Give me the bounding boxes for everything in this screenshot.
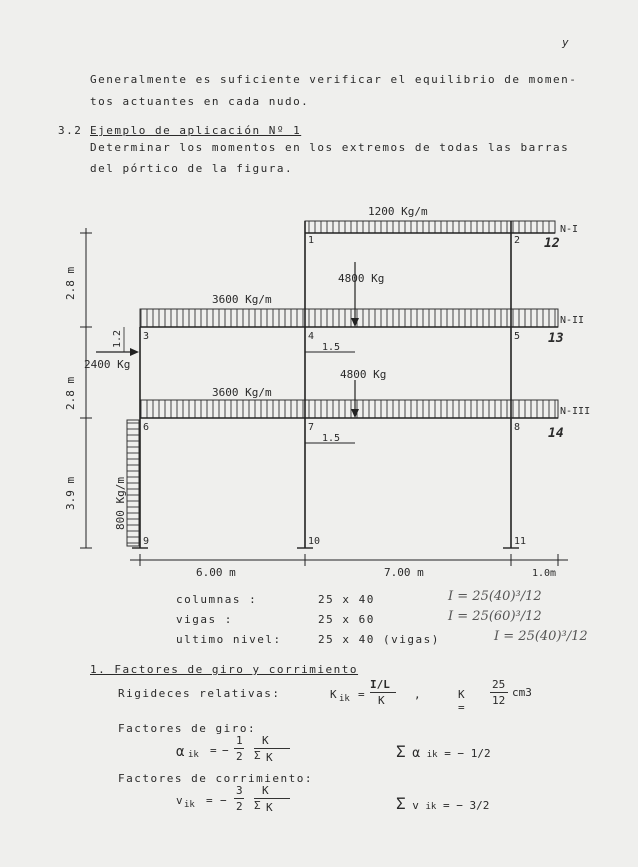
giro-sum: Σ α ik = − 1/2 <box>396 742 491 761</box>
ultimo-note: I = 25(40)³/12 <box>494 629 588 644</box>
level-2-label: N-II <box>560 315 585 326</box>
offset-2-label: 1.5 <box>322 433 341 444</box>
hand-12: 12 <box>544 236 560 251</box>
load-low-label: 3600 Kg/m <box>212 386 272 399</box>
corrimiento-label: Factores de corrimiento: <box>118 772 313 785</box>
columnas-note: I = 25(40)³/12 <box>448 589 542 604</box>
node-10: 10 <box>308 536 321 547</box>
node-6: 6 <box>143 422 150 433</box>
node-2: 2 <box>514 235 521 246</box>
rigideces-label: Rigideces relativas: <box>118 687 281 700</box>
columnas-label: columnas : <box>176 593 258 606</box>
section-line-1: Determinar los momentos en los extremos de todas las barras <box>90 141 570 154</box>
node-5: 5 <box>514 331 521 342</box>
section-title: Ejemplo de aplicación Nº 1 <box>90 124 302 137</box>
lateral-dist-label: 1.2 <box>112 329 123 348</box>
hand-13: 13 <box>548 331 564 346</box>
beam-level-1 <box>305 221 555 233</box>
section-number: 3.2 <box>58 124 83 137</box>
side-load-label: 800 Kg/m <box>114 477 127 530</box>
ultimo-label: ultimo nivel: <box>176 633 282 646</box>
vigas-dim: 25 x 60 <box>318 613 375 626</box>
intro-line-1: Generalmente es suficiente verificar el equilibrio de momen- <box>90 73 578 86</box>
span-2-label: 7.00 m <box>384 566 424 579</box>
load-top-label: 1200 Kg/m <box>368 205 428 218</box>
page-mark: y <box>562 36 571 49</box>
node-8: 8 <box>514 422 521 433</box>
node-4: 4 <box>308 331 315 342</box>
node-9: 9 <box>143 536 150 547</box>
height-2-label: 2.8 m <box>64 376 77 410</box>
node-1: 1 <box>308 235 315 246</box>
beam-level-2 <box>140 309 558 327</box>
intro-line-2: tos actuantes en cada nudo. <box>90 95 310 108</box>
span-1-label: 6.00 m <box>196 566 236 579</box>
hand-14: 14 <box>548 426 564 441</box>
corrimiento-sum: Σ v ik = − 3/2 <box>396 794 490 813</box>
height-3-label: 3.9 m <box>64 476 77 510</box>
span-3-label: 1.0m <box>532 568 557 579</box>
giro-label: Factores de giro: <box>118 722 257 735</box>
section-line-2: del pórtico de la figura. <box>90 162 294 175</box>
factors-heading: 1. Factores de giro y corrimiento <box>90 663 359 676</box>
lateral-load-label: 2400 Kg <box>84 358 131 371</box>
beam-level-3 <box>140 400 558 418</box>
node-11: 11 <box>514 536 527 547</box>
node-7: 7 <box>308 422 315 433</box>
ultimo-dim: 25 x 40 (vigas) <box>318 633 440 646</box>
point-load-2-label: 4800 Kg <box>340 368 387 381</box>
vigas-note: I = 25(60)³/12 <box>448 609 542 624</box>
vigas-label: vigas : <box>176 613 233 626</box>
level-3-label: N-III <box>560 406 591 417</box>
node-3: 3 <box>143 331 150 342</box>
point-load-1-label: 4800 Kg <box>338 272 385 285</box>
document-page: y Generalmente es suficiente verificar el equilibrio de momen- tos actuantes en cada nudo. 3.2 Ejemplo de aplicación Nº 1 Determinar los momentos en los extremos de todas las barras del pórtico de la figura. 1200 Kg/m 3600 Kg/m 3600 Kg/m 4800 Kg 4800 Kg 2400 Kg 1.2 800 Kg/m 1.5 1.5 2.8 m 2.8 m 3.9 m 6.00 m 7.00 m 1.0m N-I N-II N-III 1 2 3 4 5 6 7 8 9 10 11 12 13 14 columnas : 25 x 40 I = 25(40)³/12 vigas : 25 x 60 I = 25(60)³/12 ultimo nivel: 25 x 40 (vigas) I = 25(40)³/12 1. Factores de giro y corrimiento Rigideces relativas: K ik = I/L K , K = 25 12 cm3 Factores de giro: α ik = − 1 2 K Σ K Σ α ik = − 1/2 Factores de corrimiento: v ik = − 3 2 K Σ K Σ v ik = − 3/2 <box>0 0 638 867</box>
level-1-label: N-I <box>560 224 579 235</box>
columnas-dim: 25 x 40 <box>318 593 375 606</box>
load-mid-label: 3600 Kg/m <box>212 293 272 306</box>
side-load <box>127 420 139 546</box>
height-1-label: 2.8 m <box>64 266 77 300</box>
offset-1-label: 1.5 <box>322 342 341 353</box>
